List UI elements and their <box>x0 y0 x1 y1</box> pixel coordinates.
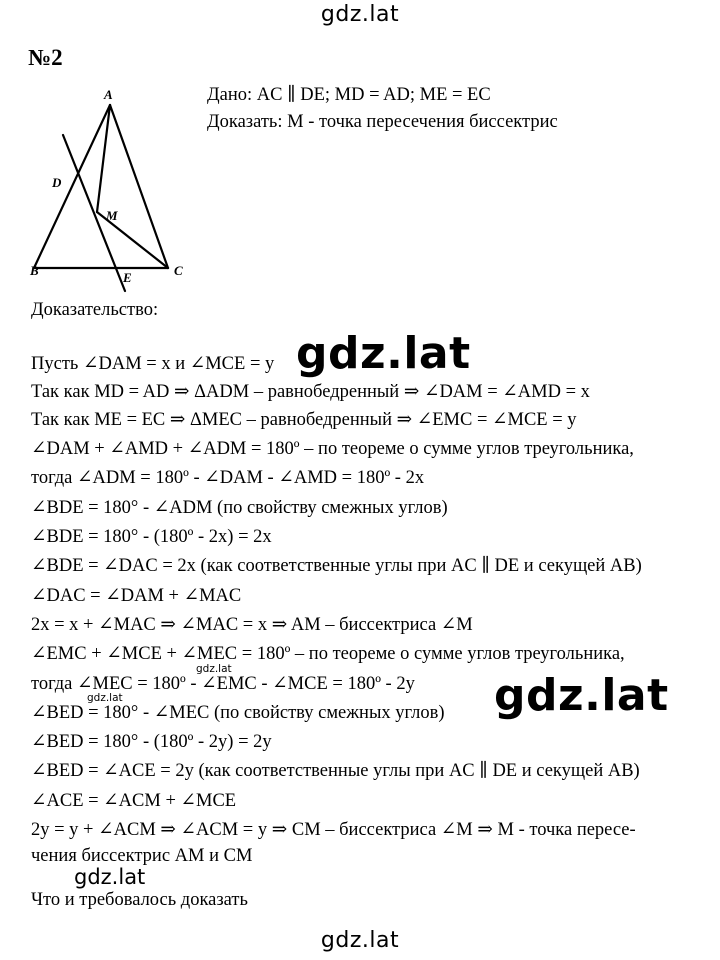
prove-statement: Доказать: M - точка пересечения биссектрис <box>207 112 558 132</box>
label-b: B <box>30 263 39 278</box>
label-e: E <box>123 270 132 285</box>
watermark-small: gdz.lat <box>196 663 232 675</box>
given-statement: Дано: AC ∥ DE; MD = AD; ME = EC <box>207 85 491 105</box>
proof-line: Так как ME = EC ⇒ ΔMEC – равнобедренный ⇒ ∠EMC = ∠MCE = y <box>31 410 577 430</box>
proof-line: ∠BED = ∠ACE = 2y (как соответственные углы при AC ∥ DE и секущей AB) <box>31 761 640 781</box>
proof-line: 2x = x + ∠MAC ⇒ ∠MAC = x ⇒ AM – биссектриса ∠M <box>31 615 473 635</box>
proof-conclusion: Что и требовалось доказать <box>31 890 248 910</box>
proof-line: ∠EMC + ∠MCE + ∠MEC = 180º – по теореме о сумме углов треугольника, <box>31 644 625 664</box>
proof-line: тогда ∠MEC = 180º - ∠EMC - ∠MCE = 180º - 2y <box>31 674 415 694</box>
proof-line: ∠BED = 180° - ∠MEC (по свойству смежных углов) <box>31 703 445 723</box>
proof-line: ∠ACE = ∠ACM + ∠MCE <box>31 791 237 811</box>
triangle-figure <box>22 84 212 294</box>
segment-ab <box>34 105 110 268</box>
proof-heading: Доказательство: <box>31 300 159 320</box>
label-d: D <box>52 175 62 190</box>
segment-ac <box>110 105 168 268</box>
proof-line: ∠BDE = 180° - ∠ADM (по свойству смежных углов) <box>31 498 448 518</box>
proof-line: тогда ∠ADM = 180º - ∠DAM - ∠AMD = 180º - 2x <box>31 468 425 488</box>
proof-line: ∠DAM + ∠AMD + ∠ADM = 180º – по теореме о сумме углов треугольника, <box>31 439 634 459</box>
watermark-large: gdz.lat <box>494 670 669 721</box>
watermark-small: gdz.lat <box>87 692 123 704</box>
watermark-large: gdz.lat <box>296 328 471 379</box>
site-footer: gdz.lat <box>320 928 400 953</box>
task-number: №2 <box>28 45 63 70</box>
proof-line: Пусть ∠DAM = x и ∠MCE = y <box>31 354 275 374</box>
proof-line: 2y = y + ∠ACM ⇒ ∠ACM = y ⇒ CM – биссектриса ∠M ⇒ M - точка пересе- <box>31 820 636 840</box>
label-m: M <box>106 208 118 223</box>
label-c: C <box>174 263 183 278</box>
proof-line: ∠DAC = ∠DAM + ∠MAC <box>31 586 242 606</box>
proof-line: ∠BDE = ∠DAC = 2x (как соответственные углы при AC ∥ DE и секущей AB) <box>31 556 642 576</box>
proof-line: чения биссектрис AM и CM <box>31 846 253 866</box>
label-a: A <box>104 87 113 102</box>
site-header: gdz.lat <box>320 2 400 27</box>
watermark-medium: gdz.lat <box>74 865 146 889</box>
proof-line: ∠BED = 180° - (180º - 2y) = 2y <box>31 732 272 752</box>
proof-line: Так как MD = AD ⇒ ΔADM – равнобедренный ⇒ ∠DAM = ∠AMD = x <box>31 382 590 402</box>
proof-line: ∠BDE = 180° - (180º - 2x) = 2x <box>31 527 272 547</box>
